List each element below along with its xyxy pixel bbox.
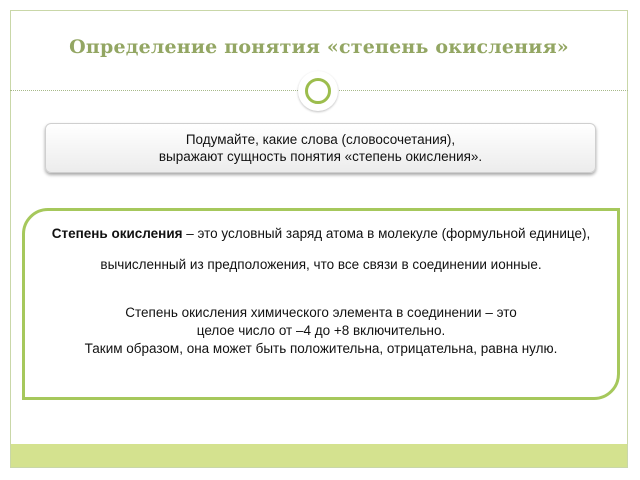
prompt-line-1: Подумайте, какие слова (словосочетания), [185, 132, 456, 147]
bottom-bar [11, 444, 627, 467]
definition-line-2: вычисленный из предположения, что все связи в соединении ионные. [100, 257, 542, 272]
definition-line-3: Степень окисления химического элемента в соединении – это [125, 305, 517, 320]
prompt-box [45, 123, 596, 173]
definition-line-5: Таким образом, она может быть положительна, отрицательна, равна нулю. [84, 341, 558, 356]
prompt-line-2: выражают сущность понятия «степень окисления». [158, 149, 483, 164]
definition-line-1-text: – это условный заряд атома в молекуле (формульной единице), [182, 226, 591, 241]
definition-line-1 [25, 226, 617, 241]
definition-term: Степень окисления [51, 226, 183, 241]
circle-ring-icon [298, 71, 338, 111]
slide-title: Определение понятия «степень окисления» [69, 36, 569, 58]
definition-box [22, 208, 620, 400]
definition-line-4: целое число от –4 до +8 включительно. [196, 323, 446, 338]
